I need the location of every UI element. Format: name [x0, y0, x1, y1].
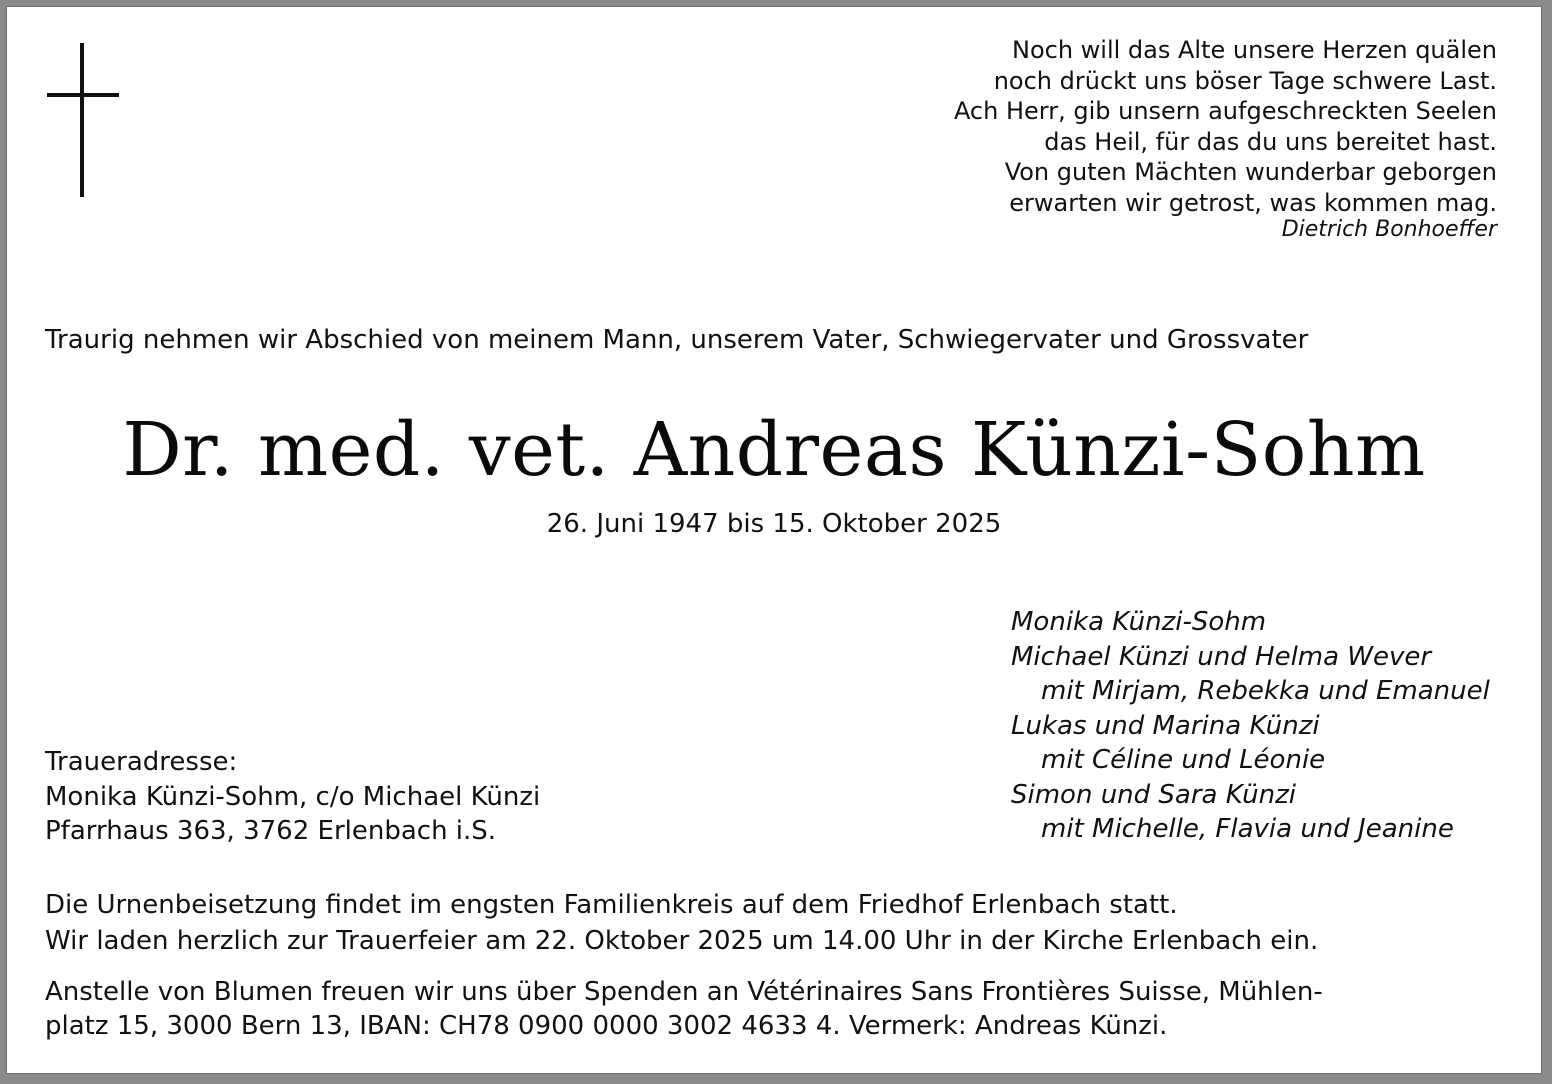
poem-line: Von guten Mächten wunderbar geborgen: [1004, 158, 1497, 186]
bonhoeffer-poem: [857, 35, 1497, 245]
obituary-card: [6, 6, 1542, 1074]
family-list: [1011, 605, 1490, 847]
cross-horizontal-bar: [47, 93, 119, 97]
burial-notice: [45, 887, 1318, 959]
cross-vertical-bar: [80, 43, 84, 197]
address-line: Monika Künzi-Sohm, c/o Michael Künzi: [45, 781, 541, 812]
intro-text: Traurig nehmen wir Abschied von meinem Mann, unserem Vater, Schwiegervater und Grossvater: [45, 325, 1309, 355]
cross-icon: [47, 43, 119, 197]
burial-line: Die Urnenbeisetzung findet im engsten Familienkreis auf dem Friedhof Erlenbach statt.: [45, 890, 1178, 920]
poem-line: das Heil, für das du uns bereitet hast.: [1044, 127, 1497, 156]
life-dates: 26. Juni 1947 bis 15. Oktober 2025: [546, 509, 1002, 539]
family-member: Simon und Sara Künzi: [1011, 779, 1296, 810]
mourning-address: [45, 745, 540, 849]
poem-author: Dietrich Bonhoeffer: [1281, 217, 1497, 242]
donation-notice: [45, 975, 1323, 1043]
family-member: Monika Künzi-Sohm: [1011, 607, 1267, 637]
address-label: Traueradresse:: [45, 747, 238, 777]
deceased-name: Dr. med. vet. Andreas Künzi-Sohm: [122, 407, 1426, 493]
family-member-children: mit Michelle, Flavia und Jeanine: [1041, 814, 1454, 844]
poem-line: Noch will das Alte unsere Herzen quälen: [1011, 36, 1497, 64]
family-member: Lukas und Marina Künzi: [1011, 710, 1320, 741]
family-member-children: mit Céline und Léonie: [1041, 745, 1326, 775]
poem-line: noch drückt uns böser Tage schwere Last.: [993, 66, 1497, 95]
donation-line: Anstelle von Blumen freuen wir uns über Spenden an Vétérinaires Sans Frontières Suisse, Mühlen-: [45, 977, 1323, 1007]
address-line: Pfarrhaus 363, 3762 Erlenbach i.S.: [45, 816, 497, 846]
poem-line: erwarten wir getrost, was kommen mag.: [1009, 188, 1497, 217]
ceremony-line: Wir laden herzlich zur Trauerfeier am 22. Oktober 2025 um 14.00 Uhr in der Kirche Erlenbach ein.: [45, 926, 1319, 956]
family-member: Michael Künzi und Helma Wever: [1011, 641, 1432, 672]
poem-line: Ach Herr, gib unsern aufgeschreckten Seelen: [953, 97, 1497, 125]
family-member-children: mit Mirjam, Rebekka und Emanuel: [1041, 676, 1490, 706]
donation-line: platz 15, 3000 Bern 13, IBAN: CH78 0900 0000 3002 4633 4. Vermerk: Andreas Künzi.: [45, 1011, 1168, 1041]
